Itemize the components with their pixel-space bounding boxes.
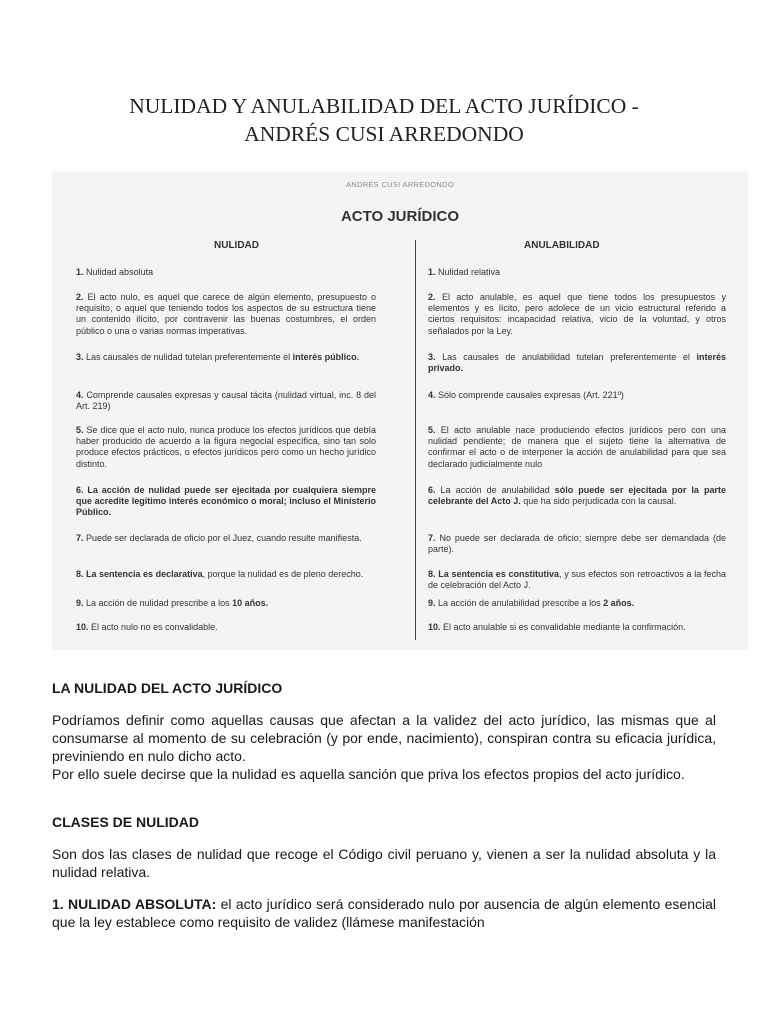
figure-header: ANDRÉS CUSI ARREDONDO — [346, 180, 454, 189]
anulabilidad-item: 4. Sólo comprende causales expresas (Art. 221º) — [428, 390, 624, 400]
paragraph-sanction: Por ello suele decirse que la nulidad es aquella sanción que priva los efectos propios del acto jurídico. — [52, 766, 685, 782]
anulabilidad-item: 8. La sentencia es constitutiva, y sus efectos son retroactivos a la fecha de celebración del Acto J. — [428, 569, 726, 591]
section-heading-nulidad-acto: LA NULIDAD DEL ACTO JURÍDICO — [52, 680, 283, 696]
nulidad-item: 6. La acción de nulidad puede ser ejecitada por cualquiera siempre que acredite legítimo interés económico o moral; incluso el Ministerio Público. — [76, 485, 376, 518]
paragraph-clases: Son dos las clases de nulidad que recoge el Código civil peruano y, vienen a ser la nulidad absoluta y la nulidad relativa. — [52, 846, 716, 880]
column-heading-nulidad: NULIDAD — [214, 240, 259, 251]
nulidad-item: 10. El acto nulo no es convalidable. — [76, 622, 218, 632]
nulidad-item: 2. El acto nulo, es aquel que carece de algún elemento, presupuesto o requisito, o aquel que teniendo todos los aspectos de su estructura tiene un contenido ilícito, por contravenir las buenas costumbres, el orden público o una o varias normas imperativas. — [76, 292, 376, 336]
anulabilidad-item: 3. Las causales de anulabilidad tutelan preferentemente el interés privado. — [428, 352, 726, 374]
column-heading-anulabilidad: ANULABILIDAD — [524, 240, 600, 251]
paragraph-nulidad-absoluta — [52, 895, 716, 931]
anulabilidad-item: 10. El acto anulable si es convalidable mediante la confirmación. — [428, 622, 686, 632]
column-divider — [415, 240, 416, 640]
document-title-line-1: NULIDAD Y ANULABILIDAD DEL ACTO JURÍDICO - — [129, 94, 639, 118]
document-title-line-2: ANDRÉS CUSI ARREDONDO — [244, 122, 524, 146]
anulabilidad-item: 1. Nulidad relativa — [428, 267, 501, 277]
nulidad-item: 5. Se dice que el acto nulo, nunca produce los efectos jurídicos que debía haber producido de acuerdo a la figura negocial específica, sino tan solo produce efectos prácticos, o efectos jurídicos pero como un hecho jurídico distinto. — [76, 425, 376, 469]
section-heading-clases: CLASES DE NULIDAD — [52, 814, 200, 830]
nulidad-item: 1. Nulidad absoluta — [76, 267, 154, 277]
nulidad-item: 7. Puede ser declarada de oficio por el Juez, cuando resulte manifiesta. — [76, 533, 362, 543]
nulidad-item: 4. Comprende causales expresas y causal tácita (nulidad virtual, inc. 8 del Art. 219) — [76, 390, 376, 412]
figure-title: ACTO JURÍDICO — [340, 208, 460, 225]
nulidad-absoluta-text: el acto jurídico será considerado nulo por ausencia de algún elemento esencial que la ley establece como requisito de validez (llámese manifestación — [52, 896, 716, 930]
nulidad-item: 8. La sentencia es declarativa, porque la nulidad es de pleno derecho. — [76, 569, 364, 579]
nulidad-item: 9. La acción de nulidad prescribe a los 10 años. — [76, 598, 269, 608]
anulabilidad-item: 5. El acto anulable nace produciendo efectos jurídicos pero con una nulidad pendiente; de manera que el sujeto tiene la alternativa de confirmar el acto o de interponer la acción de anulabilidad para que sea declarado judicialmente nulo — [428, 425, 726, 469]
paragraph-definition: Podríamos definir como aquellas causas que afectan a la validez del acto jurídico, las mismas que al consumarse al momento de su celebración (y por ende, nacimiento), conspiran contra su eficacia jurídica, previniendo en nulo dicho acto. — [52, 712, 716, 764]
anulabilidad-item: 6. La acción de anulabilidad sólo puede ser ejecitada por la parte celebrante del Acto J. que ha sido perjudicada con la causal. — [428, 485, 726, 507]
nulidad-item: 3. Las causales de nulidad tutelan preferentemente el interés público. — [76, 352, 360, 362]
anulabilidad-item: 7. No puede ser declarada de oficio; siempre debe ser demandada (de parte). — [428, 533, 726, 555]
document-title — [0, 92, 768, 148]
comparison-table-image — [52, 172, 748, 650]
nulidad-absoluta-label: 1. NULIDAD ABSOLUTA: — [52, 896, 217, 912]
anulabilidad-item: 2. El acto anulable, es aquel que tiene todos los presupuestos y elementos y es lícito, pero adolece de un vicio estructural referido a ciertos requisitos: incapacidad relativa, vicio de la voluntad, y otros señalados por la Ley. — [428, 292, 726, 336]
anulabilidad-item: 9. La acción de anulabilidad prescribe a los 2 años. — [428, 598, 635, 608]
